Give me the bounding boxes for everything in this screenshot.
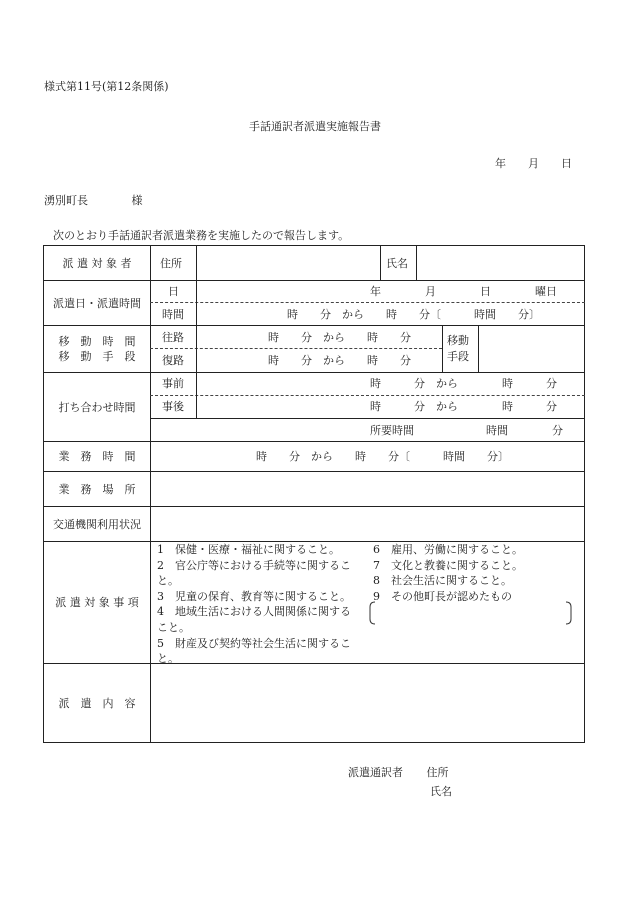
subject-item: 7 文化と教養に関すること。	[373, 558, 523, 572]
addressee	[44, 194, 143, 207]
content-field[interactable]	[151, 664, 584, 742]
row-line	[150, 348, 442, 349]
recipient-label	[44, 245, 150, 280]
addressee-name: 湧別町長	[44, 194, 88, 207]
addressee-honorific: 様	[131, 194, 143, 207]
interpreter-name-label: 氏名	[430, 785, 452, 798]
meeting-label-text: 打ち合わせ時間	[58, 400, 136, 414]
subjects-left-list	[157, 542, 351, 667]
document-title: 手話通訳者派遣実施報告書	[249, 120, 381, 133]
subject-item: こと。	[157, 620, 190, 634]
recipient-address-label: 住所	[160, 257, 182, 270]
after-label: 事後	[162, 400, 184, 413]
subject-item: 2 官公庁等における手続等に関するこ	[157, 558, 351, 572]
subject-item: と。	[157, 574, 179, 588]
work-time-fields[interactable]: 時 分 から 時 分〔 時間 分〕	[256, 450, 509, 463]
travel-label	[44, 325, 150, 372]
interpreter-address-label: 住所	[426, 766, 449, 779]
interpreter-line	[348, 766, 449, 779]
dispatch-day-label: 日	[168, 285, 179, 298]
required-time-label: 所要時間	[370, 424, 414, 437]
return-label: 復路	[162, 354, 184, 367]
subject-item: 8 社会生活に関すること。	[373, 574, 512, 588]
subject-item: 1 保健・医療・福祉に関すること。	[157, 543, 340, 556]
travel-time-label: 移 動 時 間	[58, 334, 136, 348]
other-bracket-right	[565, 601, 573, 625]
row-line	[150, 302, 585, 303]
before-label: 事前	[162, 377, 184, 390]
dispatch-date-fields[interactable]: 年 月 日 曜日	[370, 285, 557, 298]
work-time-label-text: 業 務 時 間	[58, 450, 136, 463]
intro-text: 次のとおり手話通訳者派遣業務を実施したので報告します。	[53, 229, 350, 242]
report-date: 年 月 日	[495, 157, 572, 170]
subject-item: 6 雇用、労働に関すること。	[373, 543, 523, 556]
cell-divider	[196, 325, 197, 372]
form-number: 様式第11号(第12条関係)	[44, 80, 169, 93]
required-time-fields[interactable]: 時間 分	[486, 424, 563, 437]
dispatch-time-label: 時間	[162, 308, 184, 321]
row-line	[150, 418, 585, 419]
other-bracket-left	[368, 601, 376, 625]
means-label-1: 移動	[447, 334, 469, 347]
subject-item: 5 財産及び契約等社会生活に関するこ	[157, 636, 351, 650]
dispatch-label	[44, 280, 150, 325]
before-time-fields[interactable]: 時 分 から 時 分	[370, 377, 557, 390]
work-place-label-text: 業 務 場 所	[58, 482, 136, 496]
subject-item: 4 地域生活における人間関係に関する	[157, 605, 351, 619]
subject-item: 9 その他町長が認めたもの	[373, 589, 512, 603]
subject-item: 3 児童の保育、教育等に関すること。	[157, 589, 351, 603]
transport-field[interactable]	[151, 507, 584, 540]
transport-label-text: 交通機関利用状況	[53, 517, 141, 531]
recipient-name-field[interactable]	[417, 246, 584, 279]
return-time-fields[interactable]: 時 分 から 時 分	[268, 354, 411, 367]
subject-item: と。	[157, 652, 179, 666]
interpreter-label: 派遣通訳者	[348, 766, 403, 779]
means-label-2: 手段	[447, 350, 469, 363]
dispatch-time-fields[interactable]: 時 分 から 時 分〔 時間 分〕	[287, 308, 540, 321]
subjects-label	[44, 541, 150, 663]
work-place-field[interactable]	[151, 472, 584, 505]
other-subject-field[interactable]	[378, 602, 564, 624]
after-time-fields[interactable]: 時 分 から 時 分	[370, 400, 557, 413]
dispatch-label-text: 派遣日・派遣時間	[53, 296, 141, 310]
cell-divider	[442, 325, 443, 372]
outbound-time-fields[interactable]: 時 分 から 時 分	[268, 331, 411, 344]
transport-label	[44, 506, 150, 541]
recipient-label-text: 派 遣 対 象 者	[62, 256, 132, 270]
travel-means-label: 移 動 手 段	[58, 349, 136, 363]
cell-divider	[196, 280, 197, 325]
recipient-name-label: 氏名	[386, 257, 408, 270]
means-field[interactable]	[479, 326, 584, 371]
subjects-right-list	[373, 542, 523, 604]
subjects-label-text: 派 遣 対 象 事 項	[55, 596, 139, 609]
cell-divider	[196, 372, 197, 418]
outbound-label: 往路	[162, 331, 184, 344]
row-line	[150, 395, 585, 396]
work-time-label	[44, 441, 150, 471]
meeting-label	[44, 372, 150, 441]
content-label-text: 派 遣 内 容	[58, 697, 136, 710]
cell-divider	[380, 245, 381, 280]
content-label	[44, 663, 150, 743]
work-place-label	[44, 471, 150, 506]
recipient-address-field[interactable]	[197, 246, 379, 279]
